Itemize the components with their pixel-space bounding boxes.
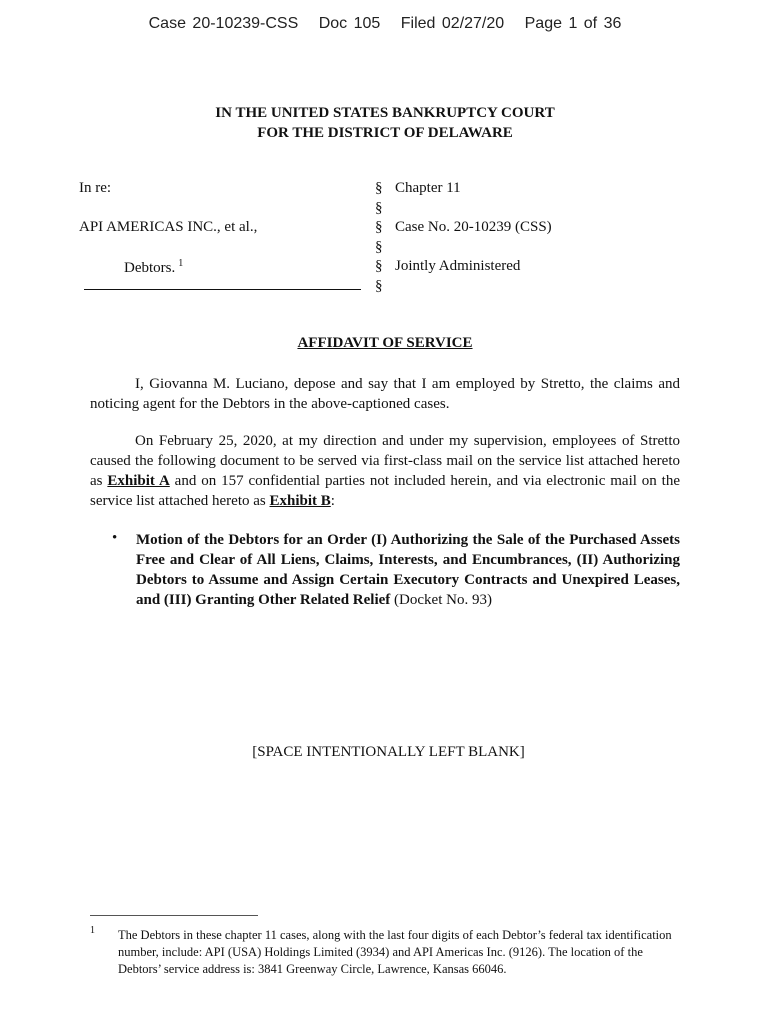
court-heading [0, 103, 770, 143]
footnote-divider [90, 915, 258, 916]
court-line-1: IN THE UNITED STATES BANKRUPTCY COURT [215, 105, 555, 121]
debtors-label: Debtors. $^1$ [124, 258, 184, 276]
section-symbol: § [375, 199, 383, 216]
footnote-number: 1 [90, 925, 95, 936]
in-re-label: In re: [79, 180, 112, 196]
administration-label: Jointly Administered [395, 258, 521, 274]
served-document [136, 530, 680, 610]
bullet-symbol: • [112, 530, 118, 546]
debtor-name: API AMERICAS INC., et al., [79, 219, 258, 235]
caption-divider [84, 289, 361, 290]
motion-title: Motion of the Debtors for an Order (I) Authorizing the Sale of the Purchased Assets Free and Clear of All Liens, Claims, Interests, and Encumbrances, (II) Authorizing Debtors to Assume and Assign Certain Executory Contracts and Unexpired Leases, and (III) Granting Other Related Relief [136, 532, 680, 608]
paragraph-1: I, Giovanna M. Luciano, depose and say that I am employed by Stretto, the claims and noticing agent for the Debtors in the above-captioned cases. [90, 376, 680, 412]
header-doc: Doc 105 [318, 15, 381, 32]
court-line-2: FOR THE DISTRICT OF DELAWARE [257, 125, 513, 141]
section-symbol: § [375, 180, 383, 196]
section-symbol: § [375, 238, 383, 255]
header-filed: Filed 02/27/20 [400, 15, 505, 32]
case-number: Case No. 20-10239 (CSS) [395, 219, 552, 235]
section-symbol: § [375, 277, 383, 294]
footnote-ref: 1 [178, 258, 184, 269]
affidavit-title: AFFIDAVIT OF SERVICE [297, 335, 473, 351]
paragraph-2: On February 25, 2020, at my direction and under my supervision, employees of Stretto caused the following document to be served via first-class mail on the service list attached hereto as Exhibit A and on 157 confidential parties not included herein, and via electronic mail on the service list attached hereto as Exhibit B: [90, 433, 680, 509]
filing-header [0, 15, 770, 33]
docket-reference: (Docket No. 93) [390, 592, 492, 608]
exhibit-b-ref: Exhibit B [269, 493, 331, 509]
chapter-label: Chapter 11 [395, 180, 461, 196]
section-symbol: § [375, 219, 383, 235]
footnote-text: The Debtors in these chapter 11 cases, along with the last four digits of each Debtor’s federal tax identification number, include: API (USA) Holdings Limited (3934) and API Americas Inc. (9126). The location of the Debtors’ service address is: 3841 Greenway Circle, Lawrence, Kansas 66046. [118, 928, 672, 976]
header-case: Case 20-10239-CSS [148, 15, 299, 32]
blank-notice: [SPACE INTENTIONALLY LEFT BLANK] [252, 744, 525, 760]
exhibit-a-ref: Exhibit A [107, 473, 170, 489]
section-symbol: § [375, 258, 383, 274]
header-page: Page 1 of 36 [524, 15, 622, 32]
